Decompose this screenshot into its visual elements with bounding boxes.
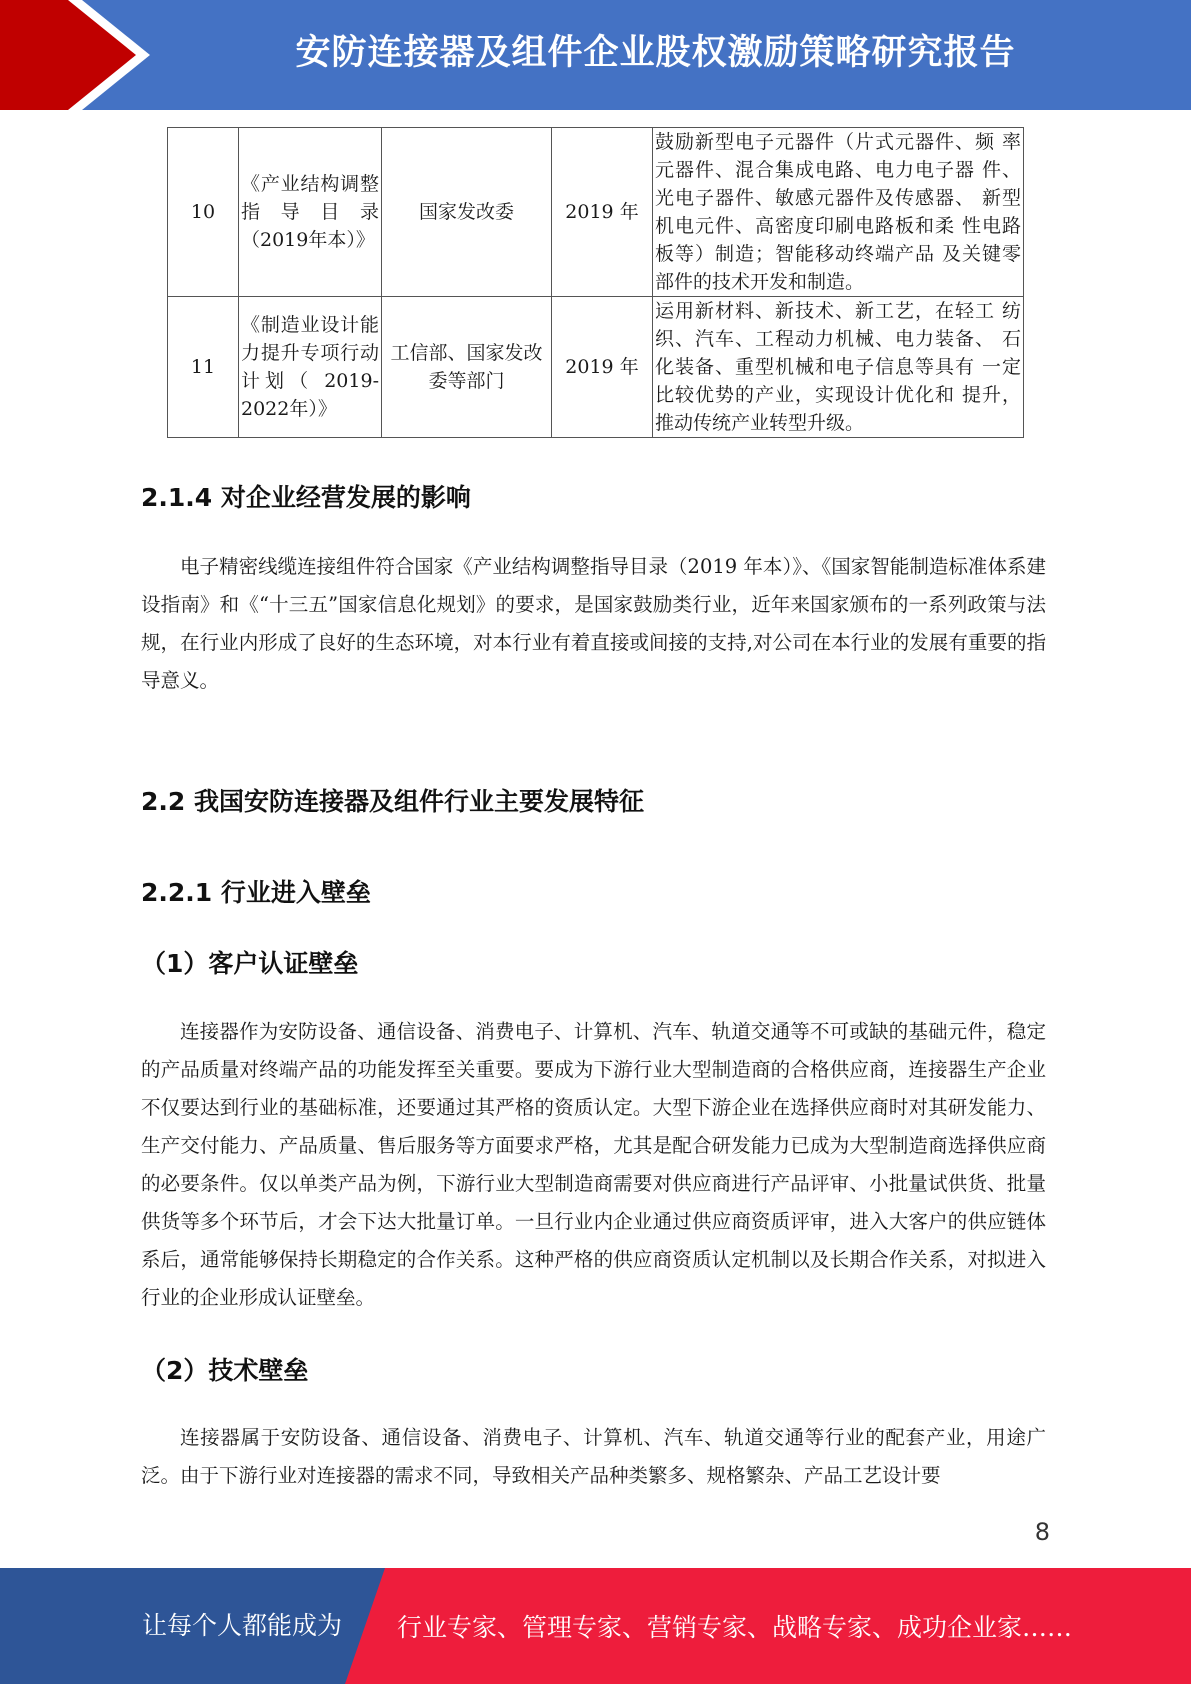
policy-name: 《制造业设计能力提升专项行动计划（ 2019-2022年）》	[239, 297, 382, 438]
policy-description: 运用新材料、新技术、新工艺，在轻工 纺织、汽车、工程动力机械、电力装备、 石化装备、重型机械和电子信息等具有 一定比较优势的产业，实现设计优化和 提升，推动传统产业转型升级。	[653, 297, 1024, 438]
policy-description: 鼓励新型电子元器件（片式元器件、频 率元器件、混合集成电路、电力电子器 件、光电子器件、敏感元器件及传感器、 新型机电元件、高密度印刷电路板和柔 性电路板等）制造；智能移动终端产品 及关键零部件的技术开发和制造。	[653, 128, 1024, 297]
issue-year: 2019 年	[552, 297, 653, 438]
header-chevron-icon	[0, 0, 136, 110]
policy-table	[167, 127, 1024, 438]
footer-slogan-left: 让每个人都能成为	[142, 1611, 343, 1640]
section-heading-2-2: 2.2 我国安防连接器及组件行业主要发展特征	[141, 787, 644, 816]
issuing-organization: 国家发改委	[382, 128, 552, 297]
footer-slogan-right: 行业专家、管理专家、营销专家、战略专家、成功企业家……	[397, 1613, 1073, 1642]
table-row	[168, 128, 1024, 297]
header-banner	[0, 0, 1191, 110]
issue-year: 2019 年	[552, 128, 653, 297]
table-row	[168, 297, 1024, 438]
row-number: 11	[168, 297, 239, 438]
section-heading-2-2-1: 2.2.1 行业进入壁垒	[141, 878, 371, 907]
policy-name: 《产业结构调整指导目录（2019年本）》	[239, 128, 382, 297]
paragraph-2-1-4: 电子精密线缆连接组件符合国家《产业结构调整指导目录（2019 年本）》、《国家智能制造标准体系建设指南》和《“十三五”国家信息化规划》的要求，是国家鼓励类行业，近年来国家颁布的一系列政策与法规，在行业内形成了良好的生态环境，对本行业有着直接或间接的支持,对公司在本行业的发展有重要的指导意义。	[141, 555, 1046, 692]
page-number: 8	[1034, 1518, 1050, 1546]
paragraph-technical-barrier: 连接器属于安防设备、通信设备、消费电子、计算机、汽车、轨道交通等行业的配套产业，用途广泛。由于下游行业对连接器的需求不同，导致相关产品种类繁多、规格繁杂、产品工艺设计要	[141, 1426, 1046, 1487]
issuing-organization: 工信部、国家发改委等部门	[382, 297, 552, 438]
footer-banner	[0, 1568, 1191, 1684]
row-number: 10	[168, 128, 239, 297]
report-title: 安防连接器及组件企业股权激励策略研究报告	[295, 33, 1016, 73]
subsection-heading-technical-barrier: （2）技术壁垒	[141, 1356, 309, 1385]
section-heading-2-1-4: 2.1.4 对企业经营发展的影响	[141, 483, 471, 512]
subsection-heading-customer-certification: （1）客户认证壁垒	[141, 949, 359, 978]
paragraph-customer-certification: 连接器作为安防设备、通信设备、消费电子、计算机、汽车、轨道交通等不可或缺的基础元件，稳定的产品质量对终端产品的功能发挥至关重要。要成为下游行业大型制造商的合格供应商，连接器生产企业不仅要达到行业的基础标准，还要通过其严格的资质认定。大型下游企业在选择供应商时对其研发能力、生产交付能力、产品质量、售后服务等方面要求严格，尤其是配合研发能力已成为大型制造商选择供应商的必要条件。仅以单类产品为例，下游行业大型制造商需要对供应商进行产品评审、小批量试供货、批量供货等多个环节后，才会下达大批量订单。一旦行业内企业通过供应商资质评审，进入大客户的供应链体系后，通常能够保持长期稳定的合作关系。这种严格的供应商资质认定机制以及长期合作关系，对拟进入行业的企业形成认证壁垒。	[141, 1020, 1046, 1309]
